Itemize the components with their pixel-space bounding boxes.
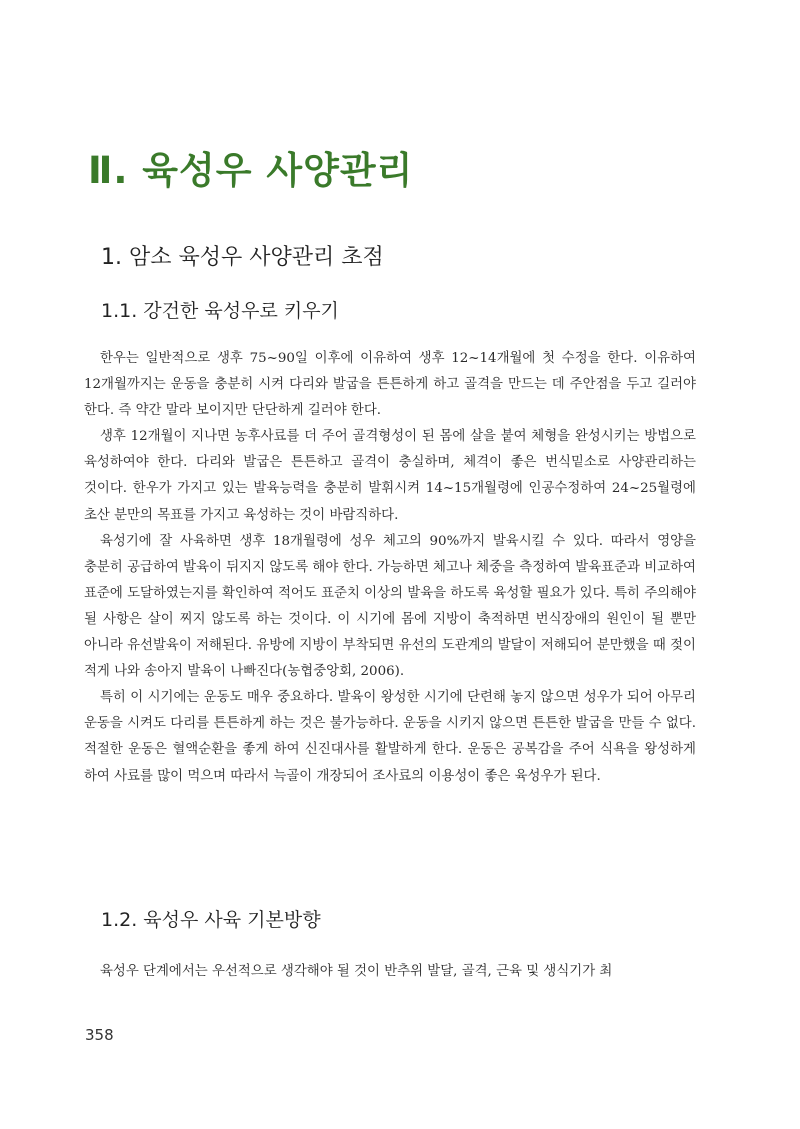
paragraph: 한우는 일반적으로 생후 75~90일 이후에 이유하여 생후 12~14개월에 첫 수정을 한다. 이유하여 12개월까지는 운동을 충분히 시켜 다리와 발굽을 튼튼하게 하고 골격을 만드는 데 주안점을 두고 길러야 한다. 즉 약간 말라 보이지만 단단하게 길러야 한다. <box>84 351 696 419</box>
subsection-1-1-body <box>84 346 696 790</box>
paragraph: 생후 12개월이 지나면 농후사료를 더 주어 골격형성이 된 몸에 살을 붙여 체형을 완성시키는 방법으로 육성하여야 한다. 다리와 발굽은 튼튼하고 골격이 충실하며, 체격이 좋은 번식밑소로 사양관리하는 것이다. 한우가 가지고 있는 발육능력을 충분히 발휘시켜 14~15개월령에 인공수정하여 24~25월령에 초산 분만의 목표를 가지고 육성하는 것이 바람직하다. <box>84 429 696 523</box>
subsection-heading-1-2: 1.2. 육성우 사육 기본방향 <box>101 909 321 931</box>
page-number: 358 <box>85 1026 114 1044</box>
chapter-title: Ⅱ. 육성우 사양관리 <box>88 149 414 192</box>
paragraph: 육성기에 잘 사육하면 생후 18개월령에 성우 체고의 90%까지 발육시킬 수 있다. 따라서 영양을 충분히 공급하여 발육이 뒤지지 않도록 해야 한다. 가능하면 체고나 체중을 측정하여 발육표준과 비교하여 표준에 도달하였는지를 확인하여 적어도 표준치 이상의 발육을 하도록 육성할 필요가 있다. 특히 주의해야 될 사항은 살이 찌지 않도록 하는 것이다. 이 시기에 몸에 지방이 축적하면 번식장애의 원인이 될 뿐만 아니라 유선발육이 저해된다. 유방에 지방이 부착되면 유선의 도관계의 발달이 저해되어 분만했을 때 젖이 적게 나와 송아지 발육이 나빠진다(농협중앙회, 2006). <box>84 533 696 680</box>
section-heading-1: 1. 암소 육성우 사양관리 초점 <box>101 245 384 270</box>
subsection-heading-1-1: 1.1. 강건한 육성우로 키우기 <box>101 300 339 322</box>
paragraph: 육성우 단계에서는 우선적으로 생각해야 될 것이 반추위 발달, 골격, 근육 및 생식기가 최 <box>100 964 613 979</box>
subsection-1-2-body <box>84 959 696 985</box>
paragraph: 특히 이 시기에는 운동도 매우 중요하다. 발육이 왕성한 시기에 단련해 놓지 않으면 성우가 되어 아무리 운동을 시켜도 다리를 튼튼하게 하는 것은 불가능하다. 운동을 시키지 않으면 튼튼한 발굽을 만들 수 없다. 적절한 운동은 혈액순환을 좋게 하여 신진대사를 활발하게 한다. 운동은 공복감을 주어 식욕을 왕성하게 하여 사료를 많이 먹으며 따라서 늑골이 개장되어 조사료의 이용성이 좋은 육성우가 된다. <box>84 690 696 784</box>
